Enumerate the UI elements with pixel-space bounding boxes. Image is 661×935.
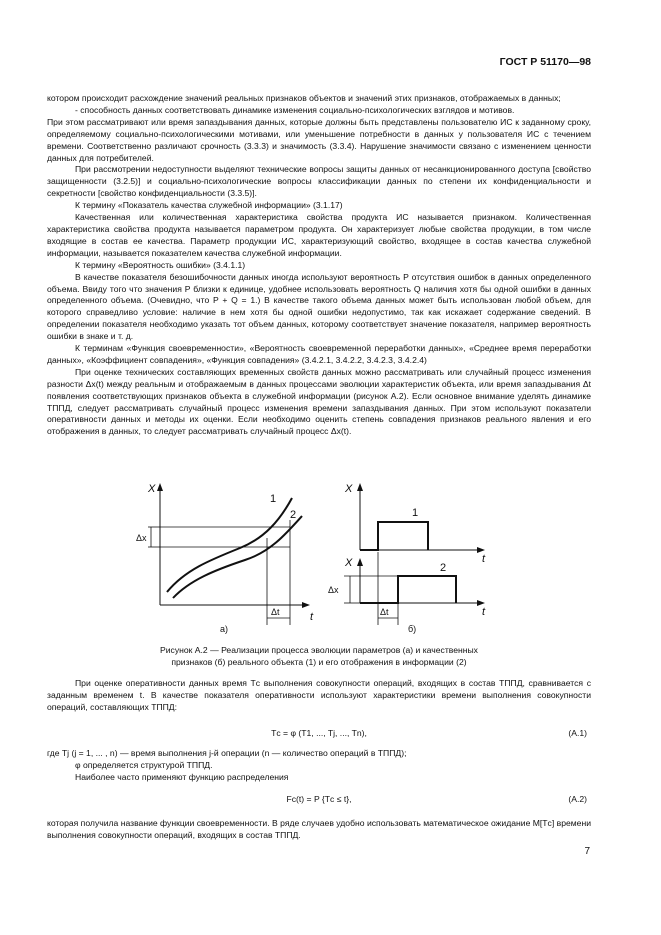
- pulse-1: [360, 522, 428, 550]
- paragraph: Наиболее часто применяют функцию распределения: [75, 771, 289, 782]
- dx-label-a: Δx: [136, 533, 147, 543]
- y-label-a: X: [148, 483, 156, 495]
- formula-a1: [47, 728, 591, 742]
- y-label-b-bottom: X: [345, 557, 353, 569]
- body-text-mid: [47, 678, 591, 714]
- paragraph: При оценке технических составляющих временных свойств данных можно рассматривать или случайный процесс изменения разности Δx(t) между реальным и отображаемым в данных процессами эволюции характеристик объекта, или время запаздывания Δt появления соответствующих признаков объекта в служебной информации (рисунок А.2). Если основное внимание уделять динамике ТППД, следует рассматривать случайный процесс изменения времени запаздывания данных. При этом используют показатели оперативности данных и методы их оценки. Если необходимо оценить степень совпадения признаков реального явления и его отображения в данных, то следует рассматривать случайный процесс Δx(t).: [47, 366, 591, 437]
- curve-2: [173, 516, 302, 598]
- sub-label-a: а): [220, 624, 229, 634]
- graph-a: [136, 483, 314, 634]
- formula-a2-number: (А.2): [568, 794, 587, 804]
- paragraph: Качественная или количественная характеристика свойства продукта ИС называется признаком. Количественная характеристика свойства продукта называется параметром продукта. Он характеризует любые свойства продукции, в том числе входящие в состав ее качества. Параметр продукции ИС, характеризующий свойство, входящее в состав качества служебной информации, называется показателем качества служебной информации.: [47, 212, 591, 258]
- dx-label-b: Δx: [328, 585, 339, 595]
- curve-2-label: 2: [290, 509, 297, 521]
- x-axis-arrow-a: [302, 602, 310, 608]
- y-axis-arrow-b-bottom: [357, 558, 363, 566]
- graph-b: [328, 483, 486, 634]
- curve-1-label: 1: [270, 493, 277, 505]
- sub-label-b: б): [408, 624, 417, 634]
- document-header: ГОСТ Р 51170—98: [499, 56, 591, 68]
- pulse-2-label: 2: [440, 562, 447, 574]
- x-label-b-top: t: [482, 553, 486, 565]
- paragraph: При оценке оперативности данных время Tс выполнения совокупности операций, входящих в состав ТППД, сравнивается с заданным временем t. В качестве показателя оперативности используют характеристики времени выполнения совокупности операций, составляющих ТППД:: [47, 678, 591, 712]
- body-text-where: [47, 748, 591, 784]
- x-label-b-bottom: t: [482, 606, 486, 618]
- dt-label-b: Δt: [380, 607, 389, 617]
- y-axis-arrow-b-top: [357, 483, 363, 491]
- paragraph: К термину «Вероятность ошибки» (3.4.1.1): [75, 259, 246, 270]
- paragraph: К термину «Показатель качества служебной информации» (3.1.17): [75, 200, 343, 211]
- formula-a1-expr: Tс = φ (T1, ..., Tj, ..., Tn),: [271, 728, 367, 738]
- figure-caption: [47, 645, 591, 669]
- pulse-1-label: 1: [412, 507, 419, 519]
- paragraph: которая получила название функции своевременности. В ряде случаев удобно использовать математическое ожидание M[Tс] времени выполнения совокупности операций, входящих в состав ТППД.: [47, 818, 591, 840]
- formula-a2: [47, 794, 591, 808]
- body-text-bottom: [47, 818, 591, 842]
- paragraph: В качестве показателя безошибочности данных иногда используют вероятность P отсутствия ошибок в данных определенного объема. Ввиду того что значения P близки к единице, удобнее использовать вероятность Q наличия хотя бы одной ошибки в данных определенного объема. (Очевидно, что P + Q = 1.) В качестве такого объема данных может быть использован любой объем, для которого справедливо условие: наличие в нем хотя бы одной ошибки недопустимо, так как искажает содержание сведений. В определении показателя необходимо указать тот объем данных, которому соответствует значение показателя, например вероятность ошибки в знаке и т. д.: [47, 271, 591, 342]
- paragraph: φ определяется структурой ТППД.: [75, 759, 213, 770]
- caption-line-2: признаков (б) реального объекта (1) и его отображения в информации (2): [171, 656, 467, 667]
- pulse-2: [360, 576, 456, 603]
- paragraph: При этом рассматривают или время запаздывания данных, которые должны быть представлены пользователю ИС к заданному сроку, определяемому социально-психологическими мотивами, или уменьшение потребности в данных у пользователя ИС с течением времени. Соответственно различают срочность (3.3.3) и значимость (3.3.4). Нарушение значимости связано с изменением ценности данных для потребителей.: [47, 116, 591, 163]
- paragraph: При рассмотрении недоступности выделяют технические вопросы защиты данных от несанкционированного доступа [свойство защищенности (3.2.5)] и социально-психологические вопросы классификации данных по степени их конфиденциальности и секретности [свойство конфиденциальности (3.3.5)].: [47, 164, 591, 199]
- dt-label-a: Δt: [271, 607, 280, 617]
- caption-line-1: Рисунок А.2 — Реализации процесса эволюции параметров (а) и качественных: [160, 645, 478, 655]
- paragraph: - способность данных соответствовать динамике изменения социально-психологических взглядов и мотивов.: [75, 104, 515, 115]
- formula-a2-expr: Fс(t) = P {Tс ≤ t},: [286, 794, 352, 804]
- formula-a1-number: (А.1): [568, 728, 587, 738]
- paragraph: К терминам «Функция своевременности», «Вероятность своевременной переработки данных», «Среднее время переработки данных», «Коэффициент совпадения», «Функция совпадения» (3.4.2.1, 3.4.2.2, 3.4.2.3, 3.4.2.4): [47, 343, 591, 365]
- paragraph: где Tj (j = 1, ... , n) — время выполнения j-й операции (n — количество операций в ТППД);: [47, 748, 407, 758]
- x-label-a: t: [310, 611, 314, 623]
- y-axis-arrow-a: [157, 483, 163, 491]
- paragraph: котором происходит расхождение значений реальных признаков объектов и значений этих признаков, отображаемых в данных;: [47, 93, 561, 103]
- figure-a2: [136, 480, 500, 635]
- figure-diagram: [136, 480, 500, 635]
- body-text-top: [47, 93, 591, 438]
- page-number: 7: [584, 846, 590, 857]
- y-label-b-top: X: [345, 483, 353, 495]
